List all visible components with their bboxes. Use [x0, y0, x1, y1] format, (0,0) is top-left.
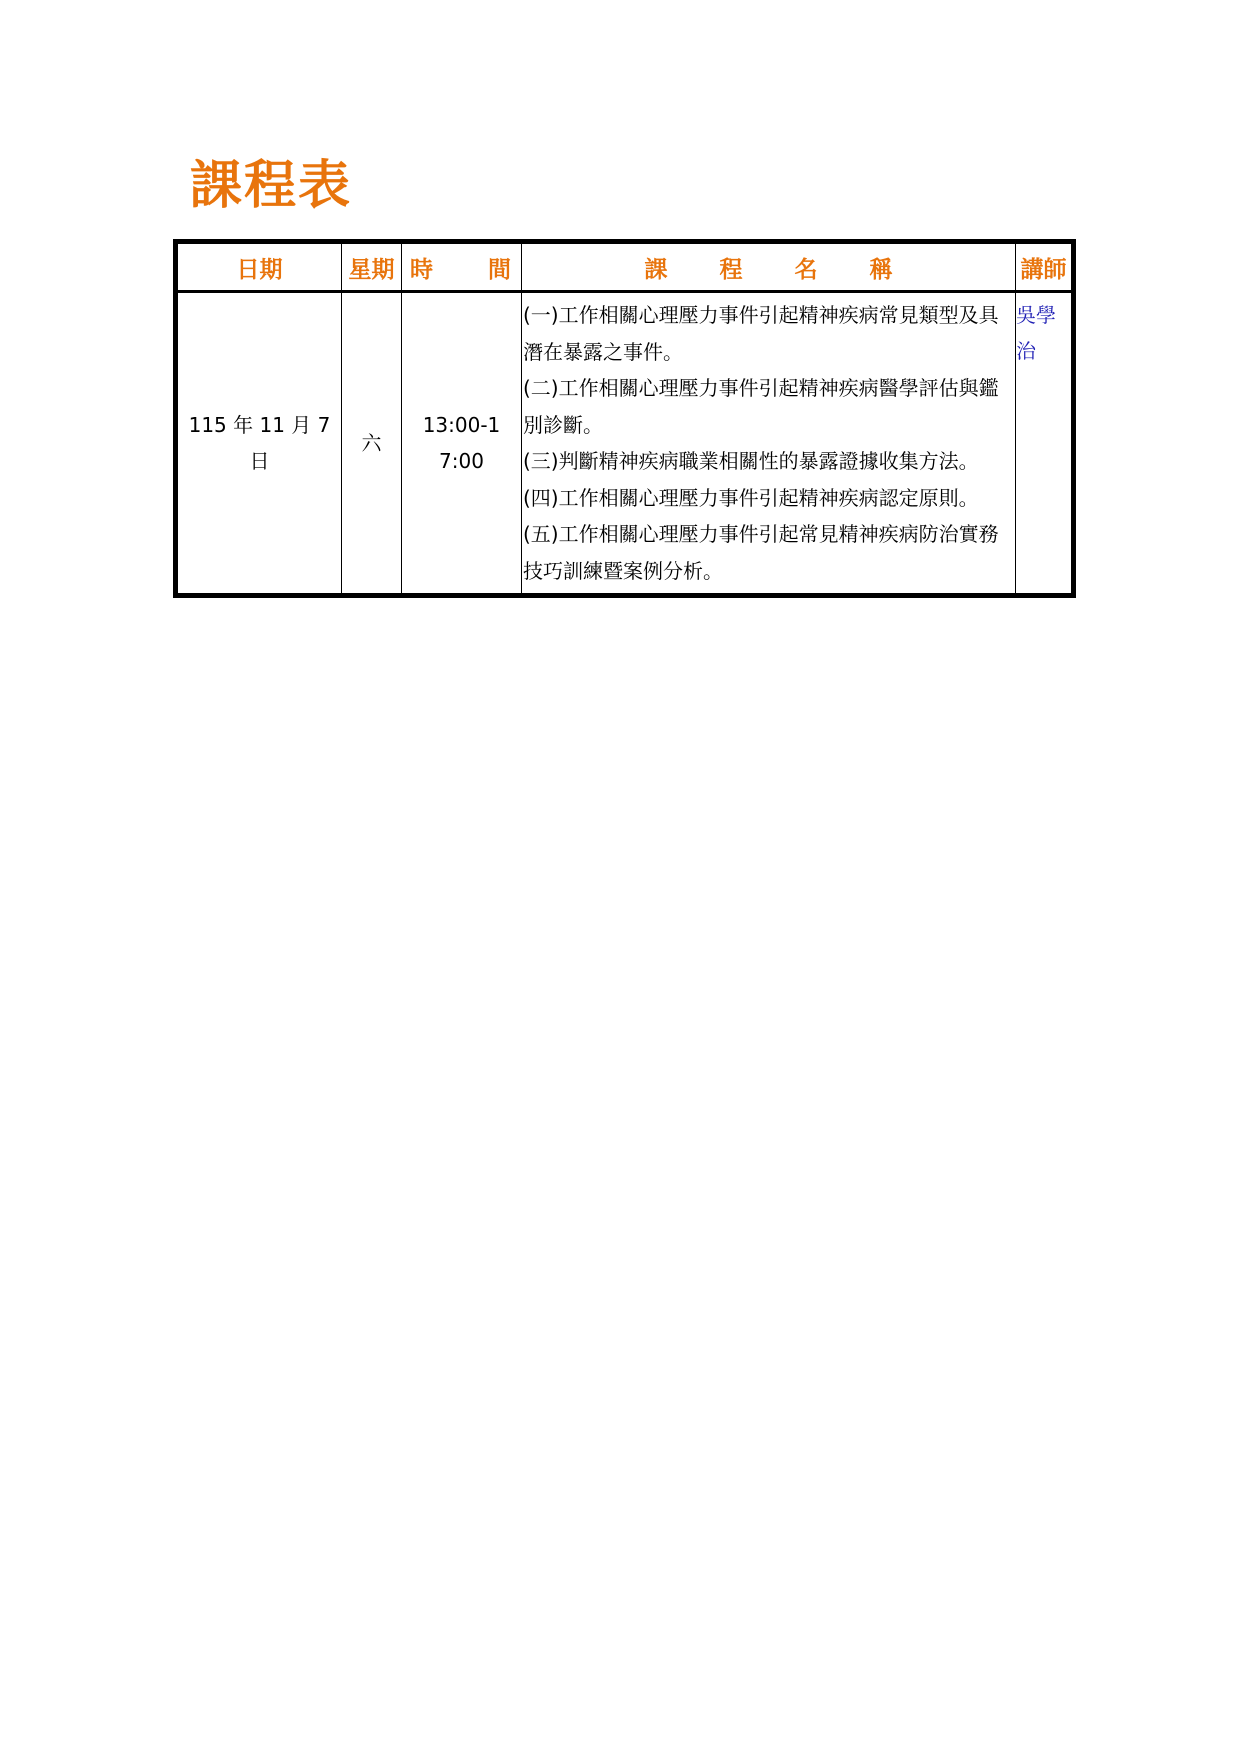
header-time: [402, 242, 522, 292]
course-item: (四)工作相關心理壓力事件引起精神疾病認定原則。: [523, 485, 979, 510]
table-row: [176, 292, 1074, 596]
course-item: (五)工作相關心理壓力事件引起常見精神疾病防治實務技巧訓練暨案例分析。: [523, 522, 999, 583]
header-time-char-2: 間: [488, 256, 511, 283]
header-course-char-4: 稱: [869, 256, 893, 283]
table-header-row: [176, 242, 1074, 292]
header-date: 日期: [176, 242, 342, 292]
header-course-char-3: 名: [794, 256, 818, 283]
date-cell: 115 年 11 月 7 日: [176, 292, 342, 596]
header-course-char-1: 課: [644, 256, 668, 283]
page-title: 課程表: [190, 156, 353, 216]
course-cell: [522, 292, 1016, 596]
header-weekday: 星期: [342, 242, 402, 292]
time-cell: 13:00-17:00: [402, 292, 522, 596]
course-item: (二)工作相關心理壓力事件引起精神疾病醫學評估與鑑別診斷。: [523, 376, 999, 437]
header-course: [522, 242, 1016, 292]
header-course-char-2: 程: [719, 256, 743, 283]
course-item: (一)工作相關心理壓力事件引起精神疾病常見類型及具潛在暴露之事件。: [523, 303, 999, 364]
header-instructor: 講師: [1016, 242, 1074, 292]
header-time-char-1: 時: [410, 256, 433, 283]
weekday-cell: 六: [342, 292, 402, 596]
course-item: (三)判斷精神疾病職業相關性的暴露證據收集方法。: [523, 449, 979, 473]
instructor-cell: 吳學治: [1016, 292, 1074, 596]
schedule-table: [173, 239, 1076, 598]
